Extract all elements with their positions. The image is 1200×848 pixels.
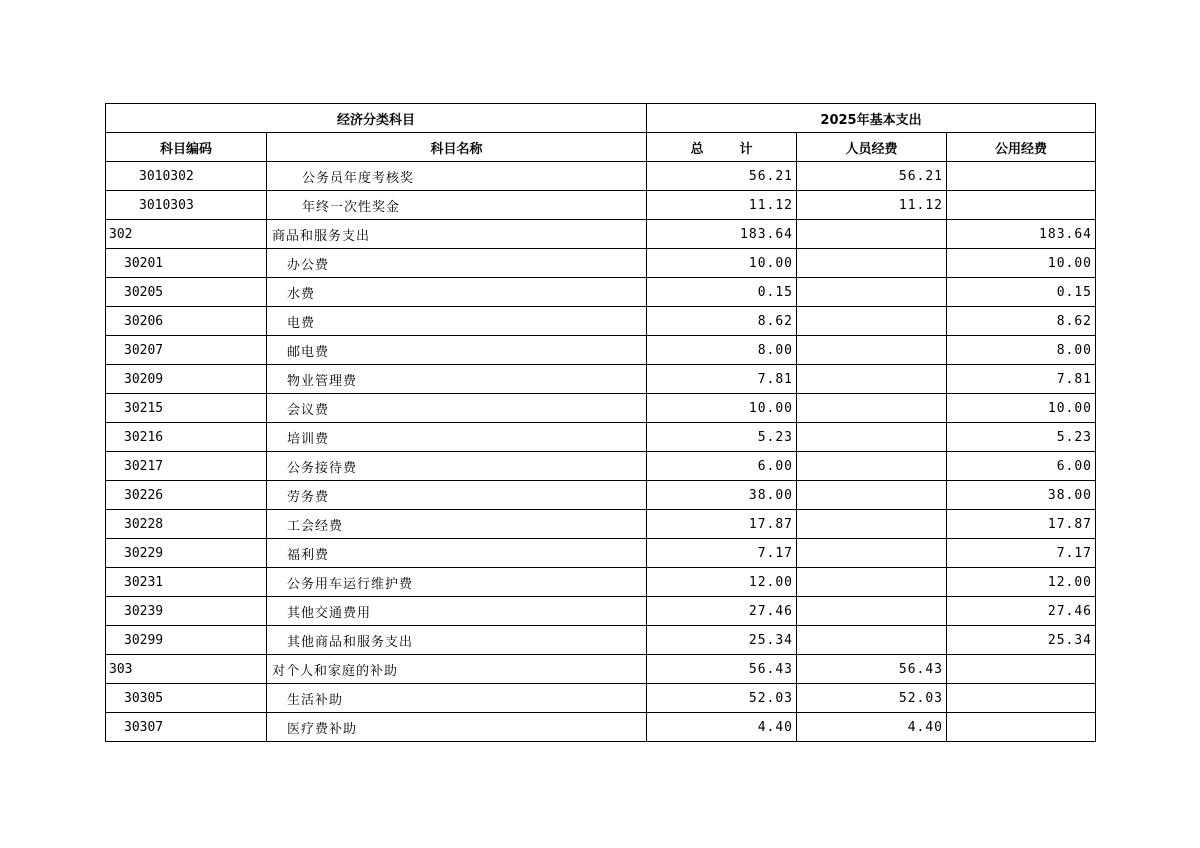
public-cell (947, 655, 1096, 684)
name-cell: 商品和服务支出 (267, 220, 647, 249)
name-cell: 生活补助 (267, 684, 647, 713)
column-header-code: 科目编码 (106, 133, 267, 162)
total-cell: 10.00 (647, 249, 797, 278)
public-cell: 7.17 (947, 539, 1096, 568)
code-cell: 3010303 (106, 191, 267, 220)
table-row (106, 568, 1096, 597)
table-row (106, 510, 1096, 539)
table-row (106, 655, 1096, 684)
public-cell: 5.23 (947, 423, 1096, 452)
group-header-budget: 2025年基本支出 (647, 104, 1096, 133)
total-cell: 56.21 (647, 162, 797, 191)
personnel-cell (797, 394, 947, 423)
total-cell: 38.00 (647, 481, 797, 510)
table-row (106, 423, 1096, 452)
name-cell: 公务员年度考核奖 (267, 162, 647, 191)
name-cell: 劳务费 (267, 481, 647, 510)
personnel-cell (797, 626, 947, 655)
code-cell: 30215 (106, 394, 267, 423)
public-cell: 25.34 (947, 626, 1096, 655)
public-cell: 6.00 (947, 452, 1096, 481)
name-cell: 水费 (267, 278, 647, 307)
name-cell: 物业管理费 (267, 365, 647, 394)
total-cell: 27.46 (647, 597, 797, 626)
total-cell: 5.23 (647, 423, 797, 452)
public-cell: 12.00 (947, 568, 1096, 597)
code-cell: 30206 (106, 307, 267, 336)
table-row (106, 452, 1096, 481)
table-row (106, 713, 1096, 742)
name-cell: 医疗费补助 (267, 713, 647, 742)
table-row (106, 394, 1096, 423)
personnel-cell (797, 278, 947, 307)
table-body (106, 162, 1096, 742)
table-row (106, 597, 1096, 626)
public-cell: 183.64 (947, 220, 1096, 249)
table-row (106, 220, 1096, 249)
total-cell: 12.00 (647, 568, 797, 597)
personnel-cell (797, 249, 947, 278)
code-cell: 30299 (106, 626, 267, 655)
total-cell: 52.03 (647, 684, 797, 713)
name-cell: 其他交通费用 (267, 597, 647, 626)
total-cell: 56.43 (647, 655, 797, 684)
name-cell: 公务用车运行维护费 (267, 568, 647, 597)
column-header-total-a: 总 (690, 141, 704, 157)
column-header-public: 公用经费 (947, 133, 1096, 162)
header-column-row (106, 133, 1096, 162)
public-cell (947, 713, 1096, 742)
personnel-cell: 4.40 (797, 713, 947, 742)
personnel-cell (797, 452, 947, 481)
personnel-cell (797, 481, 947, 510)
public-cell: 7.81 (947, 365, 1096, 394)
name-cell: 公务接待费 (267, 452, 647, 481)
name-cell: 福利费 (267, 539, 647, 568)
name-cell: 年终一次性奖金 (267, 191, 647, 220)
code-cell: 30209 (106, 365, 267, 394)
table-row (106, 336, 1096, 365)
public-cell: 17.87 (947, 510, 1096, 539)
public-cell: 27.46 (947, 597, 1096, 626)
public-cell (947, 191, 1096, 220)
name-cell: 培训费 (267, 423, 647, 452)
name-cell: 工会经费 (267, 510, 647, 539)
group-header-economic: 经济分类科目 (106, 104, 647, 133)
total-cell: 8.00 (647, 336, 797, 365)
column-header-total-b: 计 (739, 141, 753, 157)
code-cell: 302 (106, 220, 267, 249)
personnel-cell (797, 539, 947, 568)
table-row (106, 365, 1096, 394)
total-cell: 17.87 (647, 510, 797, 539)
code-cell: 30217 (106, 452, 267, 481)
code-cell: 303 (106, 655, 267, 684)
public-cell: 8.00 (947, 336, 1096, 365)
total-cell: 25.34 (647, 626, 797, 655)
personnel-cell (797, 568, 947, 597)
personnel-cell (797, 307, 947, 336)
table-row (106, 684, 1096, 713)
column-header-name: 科目名称 (267, 133, 647, 162)
public-cell (947, 684, 1096, 713)
table-row (106, 481, 1096, 510)
total-cell: 10.00 (647, 394, 797, 423)
total-cell: 183.64 (647, 220, 797, 249)
personnel-cell: 11.12 (797, 191, 947, 220)
name-cell: 其他商品和服务支出 (267, 626, 647, 655)
table-row (106, 162, 1096, 191)
code-cell: 30228 (106, 510, 267, 539)
code-cell: 30305 (106, 684, 267, 713)
public-cell (947, 162, 1096, 191)
personnel-cell (797, 336, 947, 365)
personnel-cell (797, 597, 947, 626)
column-header-total (647, 133, 797, 162)
personnel-cell (797, 423, 947, 452)
table-row (106, 278, 1096, 307)
code-cell: 30216 (106, 423, 267, 452)
personnel-cell: 56.21 (797, 162, 947, 191)
column-header-personnel: 人员经费 (797, 133, 947, 162)
public-cell: 8.62 (947, 307, 1096, 336)
personnel-cell (797, 365, 947, 394)
name-cell: 电费 (267, 307, 647, 336)
table-row (106, 249, 1096, 278)
table-row (106, 191, 1096, 220)
name-cell: 对个人和家庭的补助 (267, 655, 647, 684)
total-cell: 7.17 (647, 539, 797, 568)
total-cell: 8.62 (647, 307, 797, 336)
code-cell: 30205 (106, 278, 267, 307)
total-cell: 11.12 (647, 191, 797, 220)
name-cell: 邮电费 (267, 336, 647, 365)
name-cell: 会议费 (267, 394, 647, 423)
code-cell: 30307 (106, 713, 267, 742)
public-cell: 10.00 (947, 249, 1096, 278)
code-cell: 30231 (106, 568, 267, 597)
table-row (106, 626, 1096, 655)
table-row (106, 539, 1096, 568)
personnel-cell (797, 220, 947, 249)
total-cell: 0.15 (647, 278, 797, 307)
personnel-cell: 52.03 (797, 684, 947, 713)
code-cell: 30207 (106, 336, 267, 365)
table-row (106, 307, 1096, 336)
budget-expenditure-table (105, 103, 1096, 742)
total-cell: 4.40 (647, 713, 797, 742)
code-cell: 3010302 (106, 162, 267, 191)
public-cell: 38.00 (947, 481, 1096, 510)
code-cell: 30239 (106, 597, 267, 626)
code-cell: 30229 (106, 539, 267, 568)
total-cell: 6.00 (647, 452, 797, 481)
public-cell: 10.00 (947, 394, 1096, 423)
header-group-row (106, 104, 1096, 133)
total-cell: 7.81 (647, 365, 797, 394)
public-cell: 0.15 (947, 278, 1096, 307)
personnel-cell: 56.43 (797, 655, 947, 684)
code-cell: 30201 (106, 249, 267, 278)
name-cell: 办公费 (267, 249, 647, 278)
code-cell: 30226 (106, 481, 267, 510)
personnel-cell (797, 510, 947, 539)
